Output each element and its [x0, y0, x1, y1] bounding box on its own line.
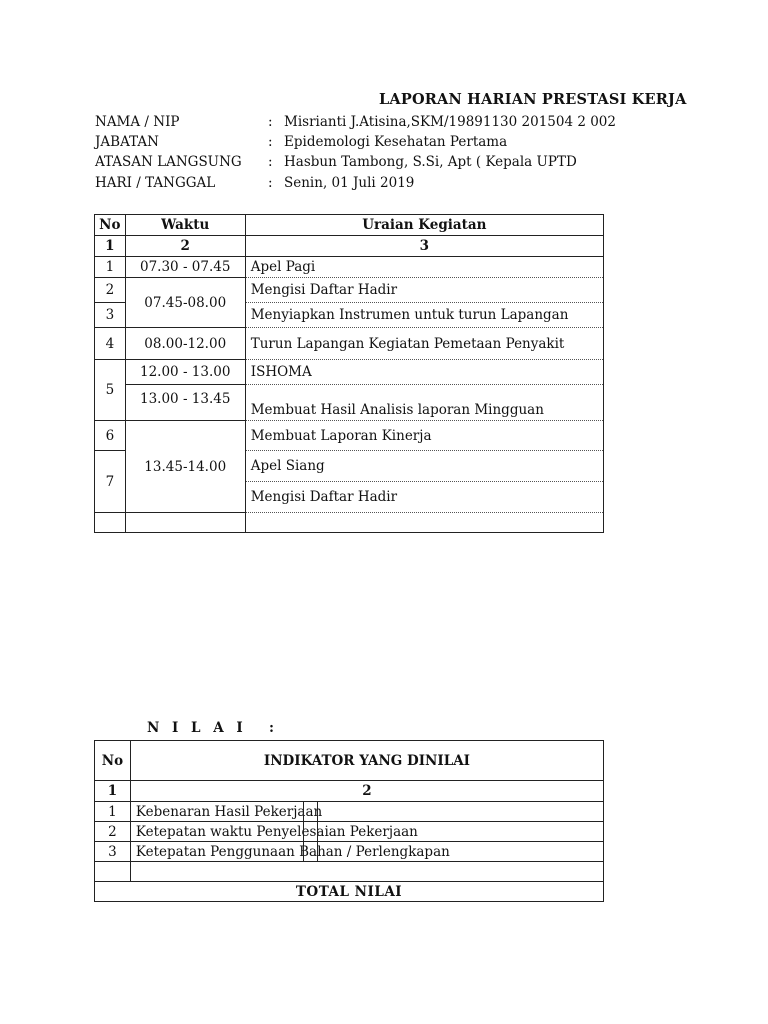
numbering-uraian: 3	[245, 236, 603, 257]
table-row	[95, 278, 604, 303]
row-indikator-label: Kebenaran Hasil Pekerjaan	[135, 803, 323, 820]
report-title: LAPORAN HARIAN PRESTASI KERJA	[379, 91, 687, 108]
info-label: HARI / TANGGAL	[95, 175, 216, 191]
row-no: 3	[95, 303, 126, 328]
header-no: No	[95, 215, 126, 236]
header-indikator: INDIKATOR YANG DINILAI	[130, 741, 603, 781]
row-uraian: Mengisi Daftar Hadir	[245, 482, 603, 513]
table-row	[95, 842, 604, 862]
row-no: 2	[95, 278, 126, 303]
info-colon: :	[268, 154, 273, 170]
table-row	[95, 421, 604, 451]
row-uraian	[245, 513, 603, 533]
activity-numbering-row	[95, 236, 604, 257]
total-row	[95, 882, 604, 902]
row-uraian: Membuat Laporan Kinerja	[245, 421, 603, 451]
row-no	[95, 862, 131, 882]
row-no	[95, 513, 126, 533]
header-uraian: Uraian Kegiatan	[245, 215, 603, 236]
row-indikator-label: Ketepatan waktu Penyelesaian Pekerjaan	[135, 823, 418, 840]
row-no: 3	[95, 842, 131, 862]
row-no: 2	[95, 822, 131, 842]
row-no: 1	[95, 257, 126, 278]
row-no: 1	[95, 802, 131, 822]
table-row-empty	[95, 513, 604, 533]
numbering-no: 1	[95, 236, 126, 257]
nilai-colon: :	[269, 720, 274, 736]
info-label: JABATAN	[95, 134, 159, 150]
row-uraian: Menyiapkan Instrumen untuk turun Lapangan	[245, 303, 603, 328]
row-no: 4	[95, 328, 126, 360]
numbering-no: 1	[95, 781, 131, 802]
row-waktu: 07.45-08.00	[125, 278, 245, 328]
row-no: 6	[95, 421, 126, 451]
grid-line	[317, 802, 318, 821]
row-no: 7	[95, 451, 126, 513]
table-row	[95, 360, 604, 385]
header-no: No	[95, 741, 131, 781]
activity-header-row	[95, 215, 604, 236]
info-value: Hasbun Tambong, S.Si, Apt ( Kepala UPTD	[284, 154, 577, 170]
info-label: ATASAN LANGSUNG	[95, 154, 242, 170]
row-waktu: 07.30 - 07.45	[125, 257, 245, 278]
grid-line	[303, 822, 304, 841]
row-waktu: 12.00 - 13.00	[125, 360, 245, 385]
activity-table	[94, 214, 604, 533]
grid-line	[317, 842, 318, 861]
row-indikator	[130, 842, 603, 862]
row-indikator	[130, 822, 603, 842]
row-indikator	[130, 802, 603, 822]
row-waktu: 13.45-14.00	[125, 421, 245, 513]
info-value: Epidemologi Kesehatan Pertama	[284, 134, 508, 150]
grid-line	[303, 802, 304, 821]
info-colon: :	[268, 114, 273, 130]
total-nilai-label: TOTAL NILAI	[95, 882, 604, 902]
table-row	[95, 822, 604, 842]
info-colon: :	[268, 175, 273, 191]
grid-line	[317, 822, 318, 841]
nilai-label: N I L A I	[147, 720, 247, 736]
nilai-table	[94, 740, 604, 902]
row-waktu	[125, 513, 245, 533]
row-uraian: Apel Siang	[245, 451, 603, 482]
info-value: Misrianti J.Atisina,SKM/19891130 201504 2 002	[284, 114, 616, 130]
info-label: NAMA / NIP	[95, 114, 180, 130]
header-waktu: Waktu	[125, 215, 245, 236]
nilai-numbering-row	[95, 781, 604, 802]
table-row	[95, 328, 604, 360]
row-indikator	[130, 862, 603, 882]
row-waktu: 08.00-12.00	[125, 328, 245, 360]
row-uraian: Membuat Hasil Analisis laporan Mingguan	[245, 385, 603, 421]
table-row	[95, 385, 604, 421]
numbering-indikator: 2	[130, 781, 603, 802]
grid-line	[303, 842, 304, 861]
row-no: 5	[95, 360, 126, 421]
row-uraian: Mengisi Daftar Hadir	[245, 278, 603, 303]
nilai-header-row	[95, 741, 604, 781]
info-value: Senin, 01 Juli 2019	[284, 175, 415, 191]
table-row-empty	[95, 862, 604, 882]
table-row	[95, 257, 604, 278]
row-uraian: Turun Lapangan Kegiatan Pemetaan Penyakit	[245, 328, 603, 360]
row-uraian: Apel Pagi	[245, 257, 603, 278]
row-indikator-label: Ketepatan Penggunaan Bahan / Perlengkapan	[135, 843, 450, 860]
row-uraian: ISHOMA	[245, 360, 603, 385]
numbering-waktu: 2	[125, 236, 245, 257]
table-row	[95, 802, 604, 822]
row-waktu: 13.00 - 13.45	[125, 385, 245, 421]
info-colon: :	[268, 134, 273, 150]
